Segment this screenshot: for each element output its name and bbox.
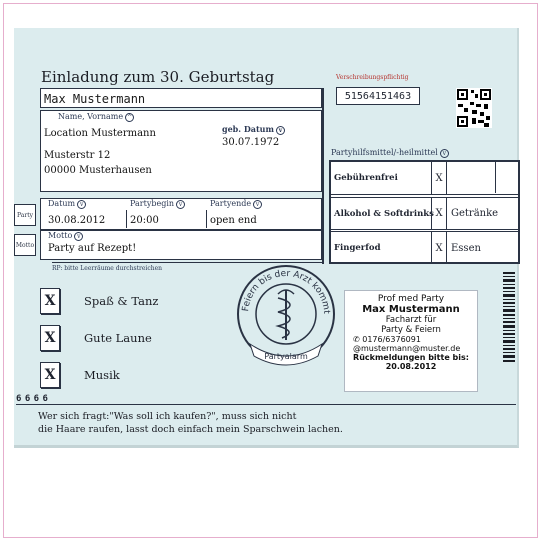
date-value: 30.08.2012 [48,215,106,226]
checkbox-music: X [40,362,60,388]
checkbox-fun: X [40,288,60,314]
aid-mark: X [431,162,447,194]
chevron-down-icon: v [440,149,449,158]
street: Musterstr 12 [44,150,111,161]
phone-icon: ✆ [353,335,360,344]
svg-text:Feiern bis der Arzt kommt: Feiern bis der Arzt kommt [241,268,332,315]
city: 00000 Musterhausen [44,165,152,176]
doctor-stamp-box [344,290,478,392]
side-label-party: Party [14,204,36,226]
aid-label: Fingerfod [334,243,381,253]
divider [126,210,127,228]
doctor-phone-row [345,335,477,344]
divider [206,210,207,228]
name-value: Max Mustermann [44,92,146,106]
barcode-icon [503,272,515,364]
rp-note: RP: bitte Leerräume durchstreichen [52,265,162,272]
end-value: open end [210,215,257,226]
doctor-phone: 0176/6376091 [362,335,421,344]
aid-value: Getränke [451,208,499,219]
aid-value: Essen [451,242,481,254]
aids-title: Partyhilfsmittel/-heilmittel v [331,148,449,158]
footer-line-1: Wer sich fragt:"Was soll ich kaufen?", muss sich nicht [38,411,297,422]
end-label: Partyende v [210,199,262,209]
motto-label: Motto v [48,231,83,241]
aids-table [329,160,520,264]
motto-value: Party auf Rezept! [48,243,137,254]
chevron-down-icon: v [176,200,185,209]
at-icon: @ [353,344,361,353]
check-label: Gute Laune [84,331,152,345]
doctor-email-row [345,344,477,353]
start-label: Partybegin v [130,199,185,209]
doctor-line2: Max Mustermann [362,304,460,315]
footer-text [38,410,343,436]
checkbox-mood: X [40,325,60,351]
table-row [331,162,518,195]
doctor-email: mustermann@muster.de [361,344,461,353]
stamp-seal [234,256,338,368]
name-label: Name, Vorname ^ [58,112,133,121]
birth-date: 30.07.1972 [222,137,280,148]
date-label: Datum v [48,199,86,209]
aid-label: Gebührenfrei [334,173,398,183]
invitation-title: Einladung zum 30. Geburtstag [41,68,275,86]
bottom-code: 6 6 6 6 [16,394,47,404]
start-value: 20:00 [130,215,159,226]
doctor-line4: Party & Feiern [381,325,441,335]
chevron-down-icon: v [276,126,285,135]
divider [322,88,324,264]
chevron-down-icon: v [74,232,83,241]
check-label: Musik [84,368,120,382]
divider [495,160,496,193]
rsvp-date: 20.08.2012 [385,362,437,371]
doctor-line3: Facharzt für [385,315,437,325]
doctor-line1: Prof med Party [377,294,445,304]
rsvp-label: Rückmeldungen bitte bis: [353,353,469,362]
birth-label: geb. Datum v [222,124,285,135]
aid-mark: X [431,232,447,264]
chevron-down-icon: v [77,200,86,209]
check-label: Spaß & Tanz [84,294,159,308]
aid-label: Alkohol & Softdrinks [334,208,434,219]
prescription-number: 51564151463 [336,87,420,105]
aid-mark: X [431,198,447,229]
side-label-motto: Motto [14,234,36,256]
svg-text:Partyalarm: Partyalarm [264,352,308,361]
table-row [331,231,518,264]
table-row [331,197,518,230]
qr-code-icon [456,88,492,128]
location-name: Location Mustermann [44,128,156,139]
prescription-label: Verschreibungspflichtig [336,74,409,81]
footer-line-2: die Haare raufen, lasst doch einfach mein Sparschwein lachen. [38,424,343,435]
divider [16,404,516,405]
chevron-up-icon: ^ [127,113,133,121]
chevron-down-icon: v [253,200,262,209]
